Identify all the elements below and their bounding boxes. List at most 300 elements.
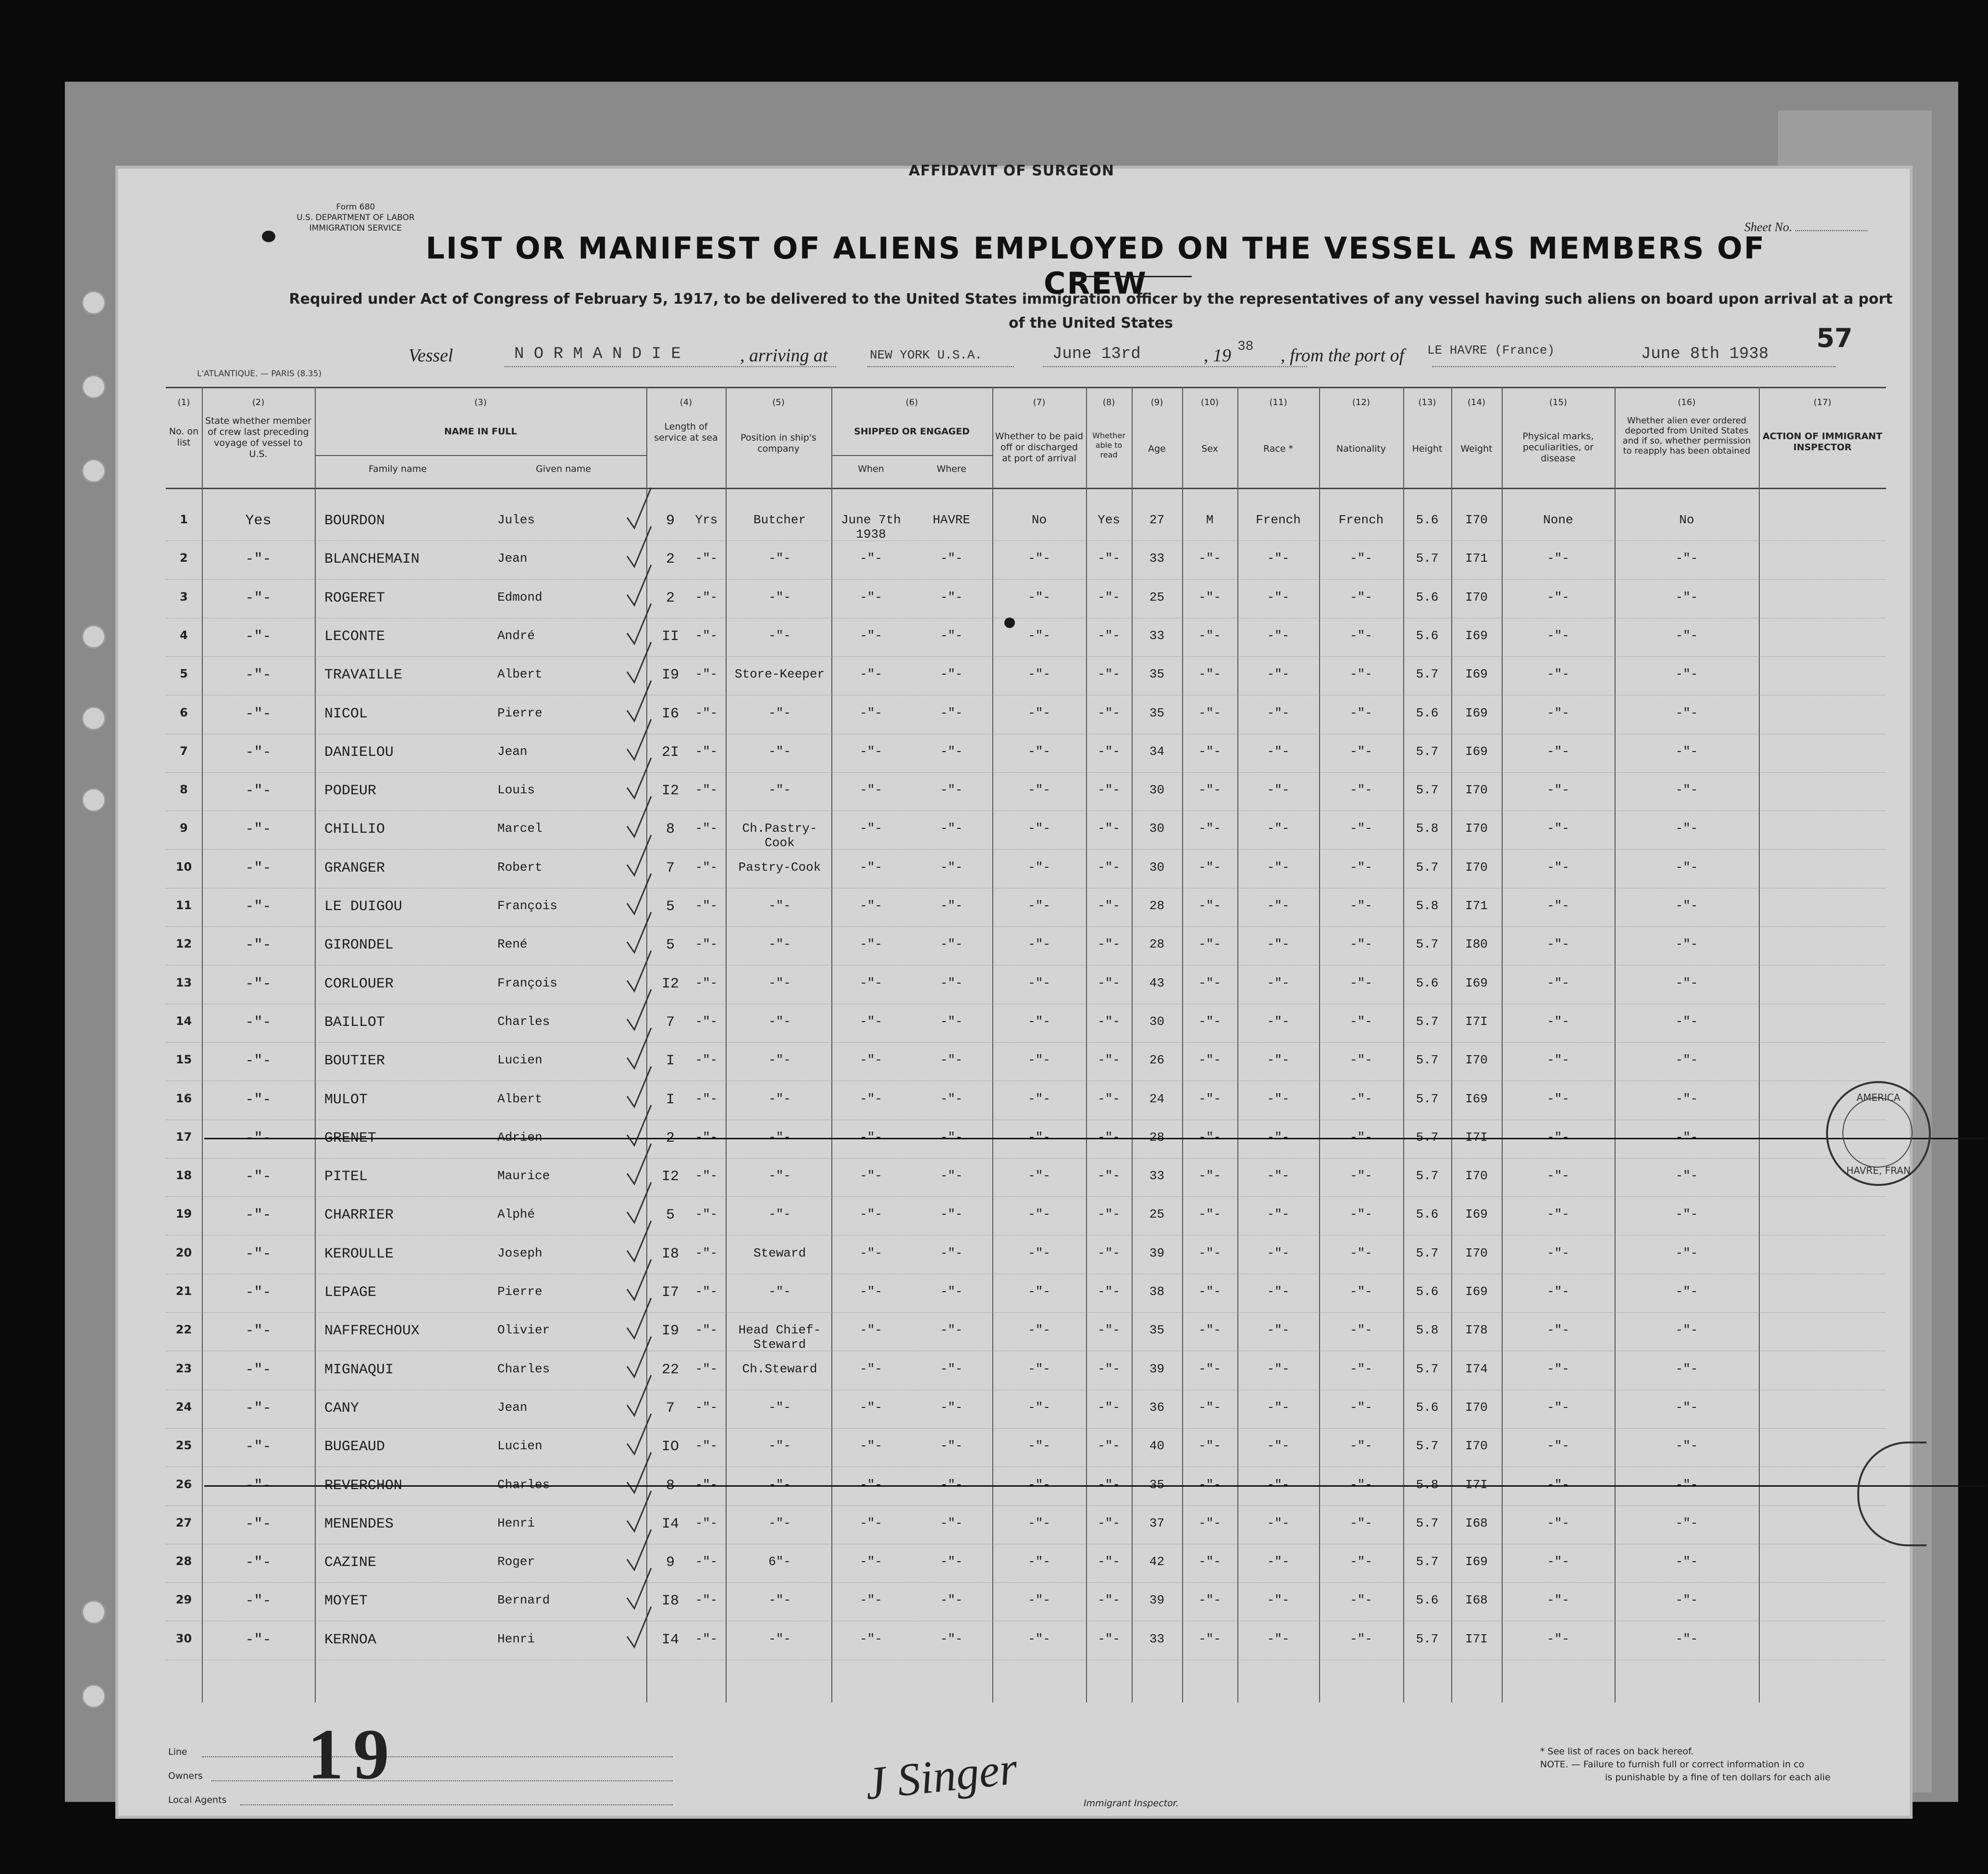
cell-when: -"- <box>860 1053 882 1068</box>
cell-no: 14 <box>175 1014 192 1028</box>
col-8-number: (8) <box>1102 397 1115 407</box>
cell-sex: -"- <box>1198 1400 1221 1415</box>
check-mark <box>627 1028 651 1068</box>
cell-position: -"- <box>768 783 791 798</box>
cell-service: 7 <box>666 1400 675 1417</box>
cell-nat: -"- <box>1350 1169 1372 1184</box>
cell-marks: -"- <box>1547 1169 1569 1184</box>
cell-age: 33 <box>1149 628 1165 643</box>
col-15-number: (15) <box>1549 397 1567 407</box>
arriving-port: NEW YORK U.S.A. <box>870 348 983 362</box>
cell-race: -"- <box>1267 1516 1290 1530</box>
cell-marks: -"- <box>1547 1091 1569 1106</box>
cell-race: -"- <box>1267 1130 1290 1145</box>
cell-when: -"- <box>860 1361 882 1376</box>
cell-prev: -"- <box>245 1477 272 1494</box>
cell-nat: -"- <box>1350 1245 1372 1260</box>
cell-height: 5.7 <box>1416 1169 1439 1184</box>
check-mark <box>627 526 651 567</box>
cell-weight: I69 <box>1465 975 1488 990</box>
cell-paid: -"- <box>1028 937 1050 952</box>
cell-given: Henri <box>497 1516 535 1530</box>
footnote-penalty: NOTE. — Failure to furnish full or correct information in co <box>1540 1759 1804 1770</box>
cell-race: -"- <box>1267 783 1290 798</box>
cell-height: 5.8 <box>1416 1323 1439 1338</box>
check-mark <box>627 719 651 760</box>
cell-given: Jules <box>497 513 535 527</box>
cell-position: -"- <box>768 1053 791 1068</box>
cell-marks: -"- <box>1547 1477 1569 1492</box>
cell-read: -"- <box>1098 1130 1120 1145</box>
cell-nat: -"- <box>1350 860 1372 875</box>
cell-unit: -"- <box>695 1400 718 1415</box>
cell-weight: I69 <box>1465 705 1488 720</box>
cell-age: 35 <box>1149 705 1165 720</box>
cell-age: 30 <box>1149 860 1165 875</box>
cell-paid: -"- <box>1028 1554 1050 1569</box>
cell-paid: -"- <box>1028 590 1050 604</box>
cell-deported: -"- <box>1675 1516 1698 1530</box>
cell-sex: -"- <box>1198 899 1221 913</box>
cell-paid: -"- <box>1028 1169 1050 1184</box>
cell-deported: -"- <box>1675 1014 1698 1029</box>
cell-deported: -"- <box>1675 1400 1698 1415</box>
cell-deported: -"- <box>1675 1207 1698 1222</box>
cell-paid: -"- <box>1028 1477 1050 1492</box>
cell-weight: I69 <box>1465 744 1488 759</box>
cell-when: -"- <box>860 667 882 682</box>
cell-unit: -"- <box>695 821 718 836</box>
cell-read: -"- <box>1098 1439 1120 1454</box>
cell-when: -"- <box>860 937 882 952</box>
cell-sex: -"- <box>1198 1323 1221 1338</box>
cell-marks: -"- <box>1547 821 1569 836</box>
cell-no: 1 <box>180 513 188 526</box>
cell-weight: I70 <box>1465 513 1488 527</box>
department: U.S. DEPARTMENT OF LABOR <box>296 213 415 222</box>
cell-read: Yes <box>1098 513 1120 527</box>
footnote-penalty-cont: is punishable by a fine of ten dollars for each alie <box>1605 1772 1831 1783</box>
cell-where: -"- <box>940 1053 963 1068</box>
cell-sex: -"- <box>1198 590 1221 604</box>
cell-where: -"- <box>940 1323 963 1338</box>
cell-sex: -"- <box>1198 975 1221 990</box>
cell-deported: -"- <box>1675 1245 1698 1260</box>
cell-read: -"- <box>1098 1091 1120 1106</box>
cell-when: -"- <box>860 1207 882 1222</box>
cell-age: 28 <box>1149 899 1165 913</box>
cell-paid: -"- <box>1028 667 1050 682</box>
cell-family: PITEL <box>324 1169 368 1185</box>
cell-position: Ch.Pastry- <box>742 821 817 836</box>
cell-nat: -"- <box>1350 1477 1372 1492</box>
cell-family: ROGERET <box>324 590 385 606</box>
cell-service: 2 <box>666 590 675 606</box>
cell-deported: -"- <box>1675 1091 1698 1106</box>
cell-unit: -"- <box>695 1593 718 1608</box>
cell-family: NICOL <box>324 705 368 722</box>
col-header-when: When <box>858 464 884 474</box>
cell-no: 11 <box>175 899 192 912</box>
cell-age: 27 <box>1149 513 1165 527</box>
cell-where: -"- <box>940 1091 963 1106</box>
cell-deported: -"- <box>1675 1361 1698 1376</box>
cell-deported: -"- <box>1675 744 1698 759</box>
cell-weight: I71 <box>1465 551 1488 566</box>
cell-service: II <box>661 628 679 645</box>
check-mark <box>627 1105 651 1146</box>
cell-given: Jean <box>497 1400 528 1415</box>
from-label: , from the port of <box>1281 345 1405 366</box>
cell-marks: -"- <box>1547 783 1569 798</box>
cell-position: -"- <box>768 1091 791 1106</box>
cell-service: 9 <box>666 1554 675 1571</box>
check-mark <box>627 488 651 528</box>
cell-read: -"- <box>1098 1169 1120 1184</box>
printer-note: L'ATLANTIQUE. — PARIS (8.35) <box>197 369 322 379</box>
cell-age: 25 <box>1149 1207 1165 1222</box>
page-title: LIST OR MANIFEST OF ALIENS EMPLOYED ON THE VESSEL AS MEMBERS OF CREW <box>425 231 1766 301</box>
cell-given: Charles <box>497 1014 550 1029</box>
cell-service: 5 <box>666 899 675 915</box>
cell-when: -"- <box>860 628 882 643</box>
cell-age: 39 <box>1149 1361 1165 1376</box>
immigration-stamp: AMERICA HAVRE, FRAN <box>1826 1081 1931 1186</box>
cell-prev: -"- <box>245 628 272 645</box>
cell-unit: -"- <box>695 1169 718 1184</box>
cell-weight: I70 <box>1465 1053 1488 1068</box>
cell-no: 29 <box>175 1593 192 1607</box>
cell-position: -"- <box>768 1593 791 1608</box>
cell-nat: -"- <box>1350 628 1372 643</box>
cell-unit: -"- <box>695 1130 718 1145</box>
cell-read: -"- <box>1098 1477 1120 1492</box>
cell-weight: I70 <box>1465 590 1488 604</box>
cell-when: -"- <box>860 1554 882 1569</box>
cell-sex: -"- <box>1198 1130 1221 1145</box>
cell-position: -"- <box>768 1207 791 1222</box>
cell-sex: -"- <box>1198 1053 1221 1068</box>
col-header-position: Position in ship's company <box>741 432 816 454</box>
cell-service: 2I <box>661 744 679 761</box>
cell-paid: -"- <box>1028 1053 1050 1068</box>
cell-prev: -"- <box>245 821 272 838</box>
cell-marks: -"- <box>1547 744 1569 759</box>
check-mark <box>627 681 651 721</box>
cell-height: 5.6 <box>1416 590 1439 604</box>
cell-unit: -"- <box>695 1014 718 1029</box>
cell-race: -"- <box>1267 1207 1290 1222</box>
cell-paid: -"- <box>1028 1284 1050 1299</box>
cell-weight: I69 <box>1465 667 1488 682</box>
cell-nat: -"- <box>1350 1130 1372 1145</box>
col-11-number: (11) <box>1269 397 1287 407</box>
cell-service: I9 <box>661 1323 679 1340</box>
cell-weight: I70 <box>1465 1439 1488 1454</box>
cell-position2: Steward <box>753 1337 806 1352</box>
cell-position: -"- <box>768 705 791 720</box>
cell-sex: -"- <box>1198 1091 1221 1106</box>
cell-when: -"- <box>860 1014 882 1029</box>
cell-service: 9 <box>666 513 675 529</box>
cell-prev: -"- <box>245 1091 272 1108</box>
cell-service: I4 <box>661 1631 679 1648</box>
cell-deported: -"- <box>1675 1323 1698 1338</box>
cell-height: 5.7 <box>1416 1439 1439 1454</box>
cell-prev: -"- <box>245 1245 272 1262</box>
cell-age: 33 <box>1149 1169 1165 1184</box>
cell-service: 7 <box>666 860 675 876</box>
cell-position: -"- <box>768 1014 791 1029</box>
col-9-number: (9) <box>1150 397 1163 407</box>
cell-sex: -"- <box>1198 1439 1221 1454</box>
cell-prev: -"- <box>245 1169 272 1185</box>
cell-given: Roger <box>497 1554 535 1569</box>
cell-prev: -"- <box>245 1207 272 1224</box>
strike-line <box>204 1138 1987 1139</box>
cell-given: Henri <box>497 1631 535 1646</box>
cell-unit: -"- <box>695 551 718 566</box>
cell-unit: -"- <box>695 1477 718 1492</box>
cell-family: MENENDES <box>324 1516 394 1532</box>
cell-prev: -"- <box>245 1284 272 1301</box>
col-header-shipped-engaged: SHIPPED OR ENGAGED <box>854 426 970 437</box>
col-header-previous-voyage: State whether member of crew last preceding voyage of vessel to U.S. <box>205 416 311 459</box>
cell-weight: I68 <box>1465 1516 1488 1530</box>
cell-given: Joseph <box>497 1245 543 1260</box>
check-mark <box>627 1453 651 1493</box>
check-mark <box>627 1414 651 1454</box>
cell-deported: -"- <box>1675 1439 1698 1454</box>
cell-given: Charles <box>497 1361 550 1376</box>
cell-nat: -"- <box>1350 705 1372 720</box>
cell-where: -"- <box>940 1400 963 1415</box>
cell-marks: -"- <box>1547 705 1569 720</box>
cell-when: -"- <box>860 1593 882 1608</box>
cell-when: -"- <box>860 705 882 720</box>
cell-nat: -"- <box>1350 1091 1372 1106</box>
cell-no: 12 <box>175 937 192 951</box>
cell-where: -"- <box>940 1245 963 1260</box>
cell-sex: -"- <box>1198 821 1221 836</box>
cell-nat: -"- <box>1350 1323 1372 1338</box>
cell-where: -"- <box>940 1516 963 1530</box>
cell-race: -"- <box>1267 590 1290 604</box>
check-mark <box>627 1144 651 1184</box>
cell-age: 33 <box>1149 1631 1165 1646</box>
cell-unit: -"- <box>695 899 718 913</box>
punch-hole <box>82 291 106 315</box>
col-header-height: Height <box>1412 444 1443 454</box>
cell-service: 8 <box>666 1477 675 1494</box>
cell-no: 25 <box>175 1439 192 1453</box>
cell-height: 5.6 <box>1416 1400 1439 1415</box>
cell-age: 38 <box>1149 1284 1165 1299</box>
cell-given: Lucien <box>497 1439 543 1454</box>
cell-prev: -"- <box>245 590 272 606</box>
cell-no: 5 <box>180 667 188 681</box>
cell-prev: -"- <box>245 744 272 761</box>
cell-deported: -"- <box>1675 1477 1698 1492</box>
punch-hole <box>82 1684 106 1708</box>
cell-nat: -"- <box>1350 975 1372 990</box>
cell-where: -"- <box>940 551 963 566</box>
check-mark <box>627 796 651 837</box>
cell-weight: I69 <box>1465 1554 1488 1569</box>
cell-no: 22 <box>175 1323 192 1337</box>
cell-no: 9 <box>180 821 188 835</box>
cell-family: LE DUIGOU <box>324 899 403 915</box>
cell-nat: -"- <box>1350 1361 1372 1376</box>
cell-race: -"- <box>1267 1053 1290 1068</box>
cell-when: -"- <box>860 860 882 875</box>
cell-paid: -"- <box>1028 1631 1050 1646</box>
cell-position2: Cook <box>765 836 795 851</box>
cell-service: I8 <box>661 1245 679 1262</box>
col-3-number: (3) <box>474 397 487 407</box>
cell-family: BOURDON <box>324 513 385 529</box>
cell-when: -"- <box>860 1284 882 1299</box>
cell-read: -"- <box>1098 1284 1120 1299</box>
col-header-service-length: Length of service at sea <box>654 421 718 443</box>
cell-family: REVERCHON <box>324 1477 403 1494</box>
cell-family: KERNOA <box>324 1631 377 1648</box>
cell-age: 28 <box>1149 1130 1165 1145</box>
cell-read: -"- <box>1098 1516 1120 1530</box>
cell-unit: -"- <box>695 744 718 759</box>
check-mark <box>627 1491 651 1531</box>
cell-where: -"- <box>940 1477 963 1492</box>
cell-when: -"- <box>860 1439 882 1454</box>
cell-race: -"- <box>1267 1245 1290 1260</box>
cell-position: -"- <box>768 628 791 643</box>
col-14-number: (14) <box>1468 397 1485 407</box>
cell-age: 34 <box>1149 744 1165 759</box>
cell-where: -"- <box>940 1631 963 1646</box>
cell-unit: -"- <box>695 1245 718 1260</box>
cell-marks: -"- <box>1547 667 1569 682</box>
cell-weight: I7I <box>1465 1130 1488 1145</box>
col-header-able-to-read: Whether able to read <box>1092 431 1125 459</box>
cell-race: -"- <box>1267 821 1290 836</box>
check-mark <box>627 874 651 914</box>
cell-sex: -"- <box>1198 551 1221 566</box>
cell-race: -"- <box>1267 860 1290 875</box>
cell-given: Olivier <box>497 1323 550 1338</box>
cell-given: Albert <box>497 667 543 682</box>
cell-no: 18 <box>175 1169 192 1183</box>
cell-family: GIRONDEL <box>324 937 394 954</box>
cell-family: NAFFRECHOUX <box>324 1323 420 1340</box>
cell-position: -"- <box>768 1169 791 1184</box>
cell-service: I2 <box>661 975 679 992</box>
check-mark <box>627 1067 651 1107</box>
cell-prev: -"- <box>245 1631 272 1648</box>
cell-family: CHILLIO <box>324 821 385 838</box>
cell-deported: -"- <box>1675 1554 1698 1569</box>
departure-date: June 8th 1938 <box>1641 345 1769 363</box>
cell-no: 3 <box>180 590 188 604</box>
cell-paid: -"- <box>1028 1439 1050 1454</box>
col-10-number: (10) <box>1201 397 1219 407</box>
cell-read: -"- <box>1098 1593 1120 1608</box>
cell-service: 2 <box>666 1130 675 1147</box>
cell-when: June 7th <box>841 513 901 527</box>
cell-race: -"- <box>1267 1631 1290 1646</box>
cell-deported: -"- <box>1675 1053 1698 1068</box>
cell-no: 28 <box>175 1554 192 1568</box>
cell-no: 13 <box>175 975 192 989</box>
cell-nat: -"- <box>1350 1284 1372 1299</box>
cell-when: -"- <box>860 783 882 798</box>
cell-age: 39 <box>1149 1593 1165 1608</box>
cell-marks: -"- <box>1547 1014 1569 1029</box>
cell-unit: -"- <box>695 1554 718 1569</box>
cell-no: 15 <box>175 1053 192 1067</box>
cell-paid: -"- <box>1028 860 1050 875</box>
cell-no: 23 <box>175 1361 192 1375</box>
cell-nat: -"- <box>1350 1014 1372 1029</box>
cell-age: 35 <box>1149 1477 1165 1492</box>
form-info <box>269 202 442 234</box>
cell-height: 5.7 <box>1416 1361 1439 1376</box>
cell-when2: 1938 <box>856 527 886 542</box>
footnote-races: * See list of races on back hereof. <box>1540 1746 1694 1757</box>
cell-height: 5.8 <box>1416 821 1439 836</box>
cell-sex: -"- <box>1198 1245 1221 1260</box>
check-mark <box>627 565 651 605</box>
cell-where: -"- <box>940 590 963 604</box>
cell-race: -"- <box>1267 628 1290 643</box>
cell-age: 35 <box>1149 667 1165 682</box>
cell-paid: -"- <box>1028 551 1050 566</box>
cell-deported: -"- <box>1675 975 1698 990</box>
cell-where: -"- <box>940 628 963 643</box>
cell-given: Jean <box>497 744 528 759</box>
cell-paid: -"- <box>1028 1323 1050 1338</box>
cell-weight: I7I <box>1465 1477 1488 1492</box>
cell-given: Louis <box>497 783 535 798</box>
cell-prev: Yes <box>245 513 272 529</box>
cell-where: -"- <box>940 975 963 990</box>
cell-service: I <box>666 1091 675 1108</box>
cell-unit: -"- <box>695 1284 718 1299</box>
ink-blot <box>262 231 275 242</box>
cell-marks: -"- <box>1547 1439 1569 1454</box>
cell-age: 28 <box>1149 937 1165 952</box>
cell-deported: -"- <box>1675 783 1698 798</box>
cell-weight: I70 <box>1465 1400 1488 1415</box>
cell-family: MULOT <box>324 1091 368 1108</box>
cell-unit: -"- <box>695 975 718 990</box>
cell-age: 39 <box>1149 1245 1165 1260</box>
cell-marks: -"- <box>1547 1323 1569 1338</box>
cell-height: 5.7 <box>1416 1554 1439 1569</box>
cell-deported: -"- <box>1675 667 1698 682</box>
cell-nat: -"- <box>1350 899 1372 913</box>
cell-race: -"- <box>1267 937 1290 952</box>
cell-no: 16 <box>175 1091 192 1105</box>
cell-sex: -"- <box>1198 1169 1221 1184</box>
cell-when: -"- <box>860 1169 882 1184</box>
cell-service: 22 <box>661 1361 679 1378</box>
cell-given: Lucien <box>497 1053 543 1068</box>
cell-position: Steward <box>753 1245 806 1260</box>
cell-position: -"- <box>768 744 791 759</box>
cell-given: Bernard <box>497 1593 550 1608</box>
cell-sex: -"- <box>1198 1207 1221 1222</box>
cell-position: -"- <box>768 551 791 566</box>
